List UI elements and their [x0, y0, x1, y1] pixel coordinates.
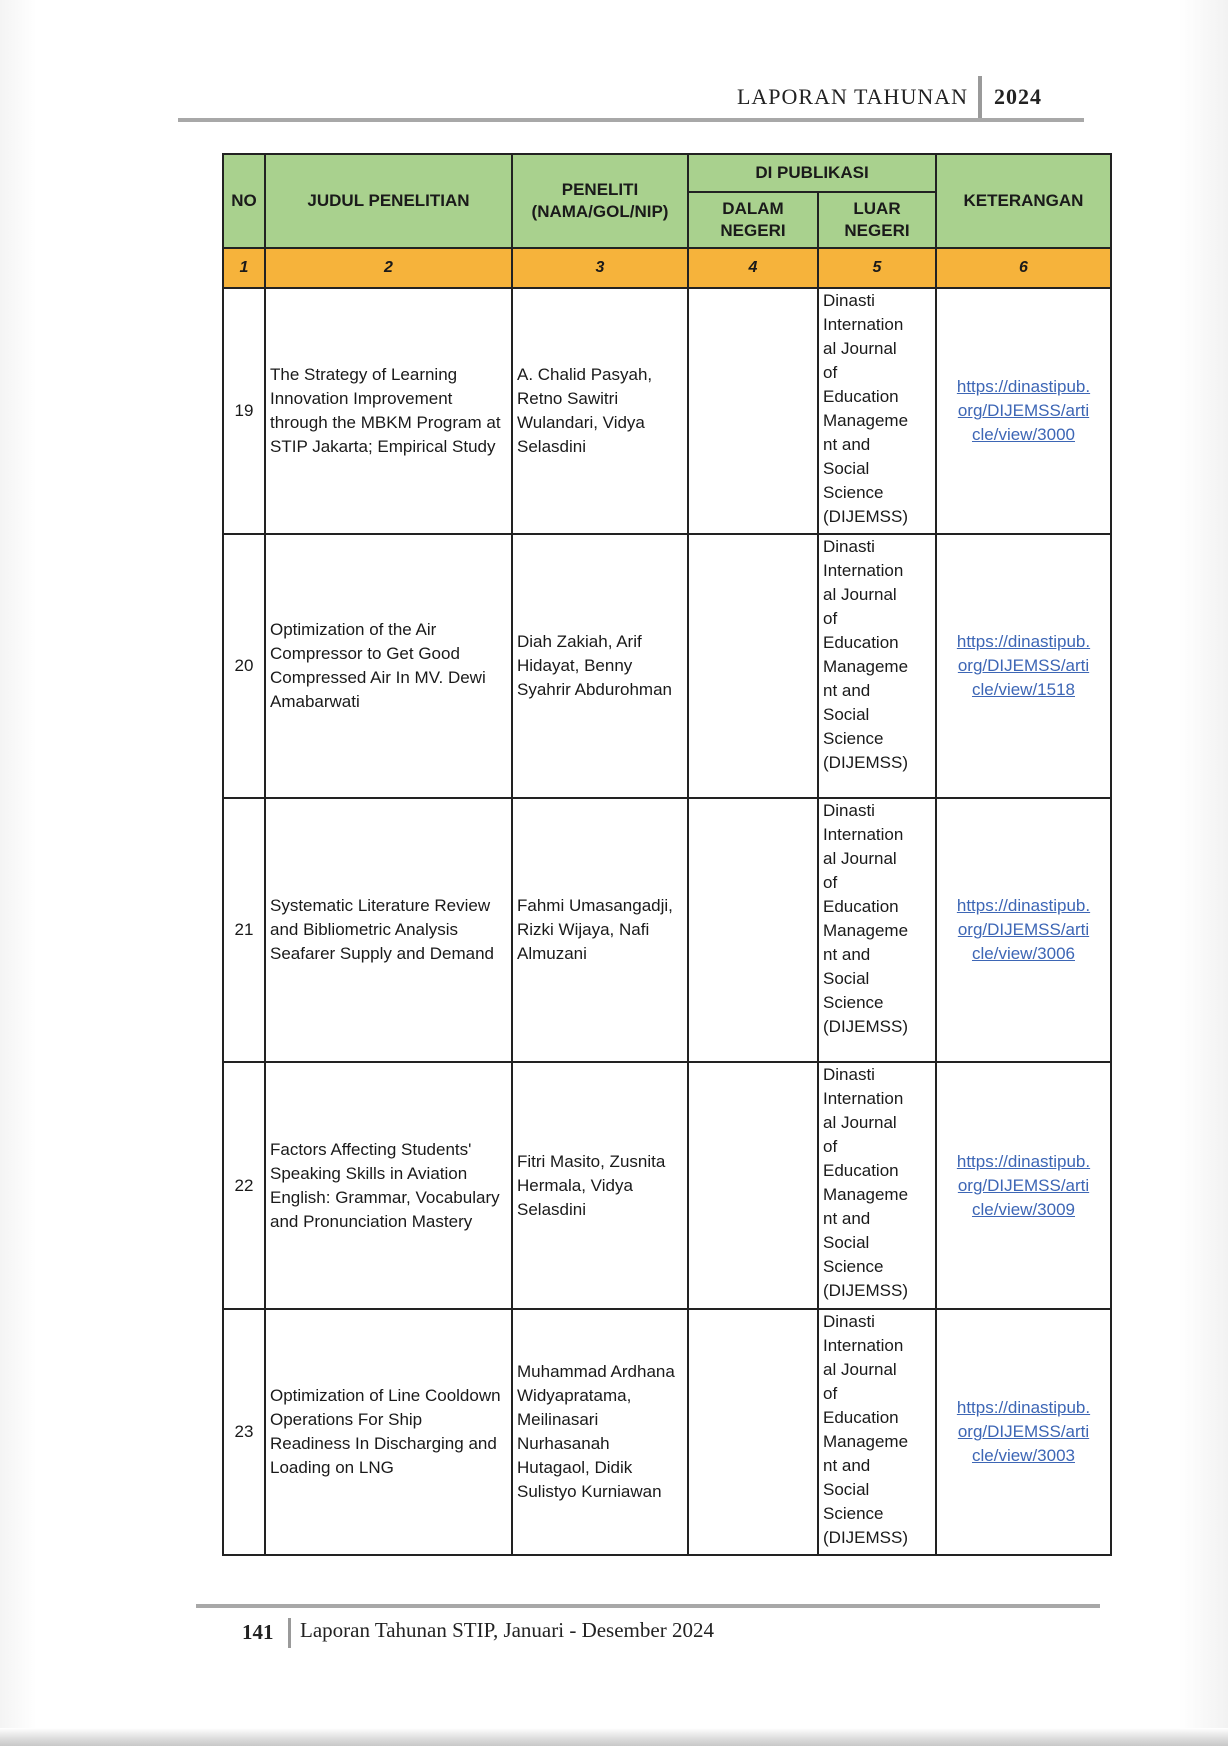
column-number: 2 — [265, 248, 512, 288]
domestic-publication — [688, 1309, 818, 1555]
journal-name: Dinasti Internation al Journal of Education Manageme nt and Social Science (DIJEMSS) — [823, 291, 909, 526]
table-row — [223, 1062, 1111, 1309]
domestic-publication — [688, 534, 818, 798]
header-dalam-negeri: DALAM NEGERI — [688, 192, 818, 248]
research-title: Systematic Literature Review and Bibliometric Analysis Seafarer Supply and Demand — [265, 798, 512, 1062]
row-number: 23 — [223, 1309, 265, 1555]
column-number: 4 — [688, 248, 818, 288]
article-link[interactable]: https://dinastipub. org/DIJEMSS/arti cle/view/3009 — [956, 1151, 1091, 1219]
researchers: Fahmi Umasangadji, Rizki Wijaya, Nafi Almuzani — [512, 798, 688, 1062]
footer-rule — [196, 1604, 1100, 1608]
row-number: 20 — [223, 534, 265, 798]
header-title: LAPORAN TAHUNAN — [736, 84, 968, 109]
column-number: 3 — [512, 248, 688, 288]
row-number: 19 — [223, 288, 265, 534]
domestic-publication — [688, 798, 818, 1062]
article-link[interactable]: https://dinastipub. org/DIJEMSS/arti cle/view/3000 — [956, 377, 1091, 444]
keterangan-cell — [936, 798, 1111, 1062]
journal-name: Dinasti Internation al Journal of Education Manageme nt and Social Science (DIJEMSS) — [823, 1312, 909, 1547]
international-publication — [818, 1062, 936, 1309]
journal-name: Dinasti Internation al Journal of Education Manageme nt and Social Science (DIJEMSS) — [823, 1065, 909, 1300]
researchers: Muhammad Ardhana Widyapratama, Meilinasari Nurhasanah Hutagaol, Didik Sulistyo Kurniawan — [512, 1309, 688, 1555]
researchers: A. Chalid Pasyah, Retno Sawitri Wulandari, Vidya Selasdini — [512, 288, 688, 534]
column-number: 5 — [818, 248, 936, 288]
research-title: Optimization of Line Cooldown Operations For Ship Readiness In Discharging and Loading on LNG — [265, 1309, 512, 1555]
scan-edge — [0, 1728, 1228, 1746]
research-title: The Strategy of Learning Innovation Improvement through the MBKM Program at STIP Jakarta; Empirical Study — [265, 288, 512, 534]
keterangan-cell — [936, 1062, 1111, 1309]
header-no: NO — [223, 154, 265, 248]
page-footer — [196, 1604, 1100, 1654]
header-judul: JUDUL PENELITIAN — [265, 154, 512, 248]
page-number: 141 — [242, 1620, 274, 1644]
header-publikasi: DI PUBLIKASI — [688, 154, 936, 192]
row-number: 21 — [223, 798, 265, 1062]
journal-name: Dinasti Internation al Journal of Education Manageme nt and Social Science (DIJEMSS) — [823, 801, 909, 1036]
header-luar-negeri: LUAR NEGERI — [818, 192, 936, 248]
research-title: Factors Affecting Students' Speaking Skills in Aviation English: Grammar, Vocabulary and Pronunciation Mastery — [265, 1062, 512, 1309]
international-publication — [818, 534, 936, 798]
table-row — [223, 1309, 1111, 1555]
researchers: Diah Zakiah, Arif Hidayat, Benny Syahrir Abdurohman — [512, 534, 688, 798]
table-row — [223, 288, 1111, 534]
row-number: 22 — [223, 1062, 265, 1309]
article-link[interactable]: https://dinastipub. org/DIJEMSS/arti cle/view/3003 — [956, 1398, 1091, 1465]
international-publication — [818, 288, 936, 534]
article-link[interactable]: https://dinastipub. org/DIJEMSS/arti cle/view/1518 — [956, 632, 1091, 699]
keterangan-cell — [936, 288, 1111, 534]
international-publication — [818, 798, 936, 1062]
header-separator — [978, 76, 982, 120]
researchers: Fitri Masito, Zusnita Hermala, Vidya Selasdini — [512, 1062, 688, 1309]
article-link[interactable]: https://dinastipub. org/DIJEMSS/arti cle/view/3006 — [956, 896, 1091, 963]
footer-text: Laporan Tahunan STIP, Januari - Desember 2024 — [300, 1618, 714, 1642]
header-year: 2024 — [994, 84, 1042, 109]
research-title: Optimization of the Air Compressor to Get Good Compressed Air In MV. Dewi Amabarwati — [265, 534, 512, 798]
keterangan-cell — [936, 534, 1111, 798]
domestic-publication — [688, 1062, 818, 1309]
page-header — [178, 72, 1084, 122]
header-peneliti: PENELITI (NAMA/GOL/NIP) — [512, 154, 688, 248]
domestic-publication — [688, 288, 818, 534]
table-row — [223, 534, 1111, 798]
international-publication — [818, 1309, 936, 1555]
keterangan-cell — [936, 1309, 1111, 1555]
header-rule — [178, 118, 1084, 122]
header-keterangan: KETERANGAN — [936, 154, 1111, 248]
column-number: 6 — [936, 248, 1111, 288]
footer-separator — [288, 1618, 291, 1648]
column-number: 1 — [223, 248, 265, 288]
table-row — [223, 798, 1111, 1062]
research-table — [222, 153, 1112, 1556]
journal-name: Dinasti Internation al Journal of Education Manageme nt and Social Science (DIJEMSS) — [823, 537, 909, 772]
